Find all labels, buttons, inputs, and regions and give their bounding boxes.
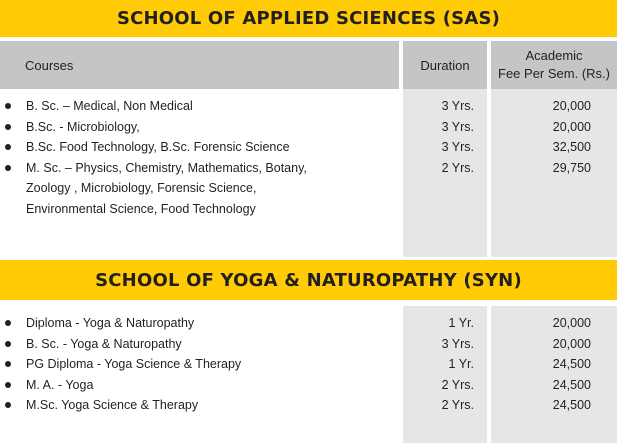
course-list-syn [0, 313, 617, 416]
fee-header-line2: Fee Per Sem. (Rs.) [498, 66, 610, 81]
course-name [26, 354, 386, 375]
table-row [0, 334, 617, 355]
course-duration: 1 Yr. [448, 316, 474, 330]
course-duration: 3 Yrs. [441, 119, 474, 134]
course-fee: 20,000 [552, 336, 591, 351]
table-row [0, 158, 617, 220]
courses-header: Courses [0, 41, 399, 89]
course-name [26, 158, 386, 220]
table-row [0, 137, 617, 158]
course-name-line: B. Sc. – Medical, Non Medical [26, 99, 193, 113]
table-row [0, 395, 617, 416]
course-duration: 1 Yr. [448, 357, 474, 371]
course-name-line: M. Sc. – Physics, Chemistry, Mathematics, Botany, [26, 160, 307, 175]
course-duration: 2 Yrs. [441, 398, 474, 412]
course-fee: 32,500 [552, 140, 591, 154]
course-name [26, 313, 386, 334]
course-duration: 3 Yrs. [441, 140, 474, 154]
course-duration: 3 Yrs. [441, 336, 474, 351]
course-fee: 29,750 [552, 160, 591, 175]
course-fee: 20,000 [552, 316, 591, 330]
course-duration: 2 Yrs. [441, 160, 474, 175]
course-list-sas [0, 96, 617, 219]
course-name-line: Environmental Science, Food Technology [26, 201, 256, 216]
course-duration: 3 Yrs. [441, 99, 474, 113]
course-name [26, 334, 386, 355]
course-name [26, 375, 386, 396]
course-name-line: B.Sc. Food Technology, B.Sc. Forensic Science [26, 140, 290, 154]
table-row [0, 117, 617, 138]
course-name-line: M.Sc. Yoga Science & Therapy [26, 398, 199, 412]
course-name [26, 96, 386, 117]
fee-header [491, 41, 617, 89]
course-fee: 24,500 [552, 357, 591, 371]
course-fee: 20,000 [552, 99, 591, 113]
section-title-syn: SCHOOL OF YOGA & NATUROPATHY (SYN) [0, 260, 617, 300]
course-name-line: B. Sc. - Yoga & Naturopathy [26, 336, 182, 351]
table-row [0, 354, 617, 375]
course-fee: 20,000 [552, 119, 591, 134]
fee-header-line1: Academic [525, 48, 583, 63]
course-name [26, 117, 386, 138]
course-name-line: M. A. - Yoga [26, 377, 94, 392]
course-duration: 2 Yrs. [441, 377, 474, 392]
course-name-line: Zoology , Microbiology, Forensic Science, [26, 181, 257, 195]
course-name-line: B.Sc. - Microbiology, [26, 119, 140, 134]
section-title-sas: SCHOOL OF APPLIED SCIENCES (SAS) [0, 0, 617, 37]
course-fee: 24,500 [552, 377, 591, 392]
course-fee: 24,500 [552, 398, 591, 412]
table-row [0, 375, 617, 396]
course-name-line: Diploma - Yoga & Naturopathy [26, 316, 195, 330]
table-header [0, 41, 617, 89]
table-row [0, 313, 617, 334]
course-name [26, 395, 386, 416]
table-row [0, 96, 617, 117]
duration-header: Duration [403, 41, 487, 89]
course-name-line: PG Diploma - Yoga Science & Therapy [26, 357, 242, 371]
course-name [26, 137, 386, 158]
